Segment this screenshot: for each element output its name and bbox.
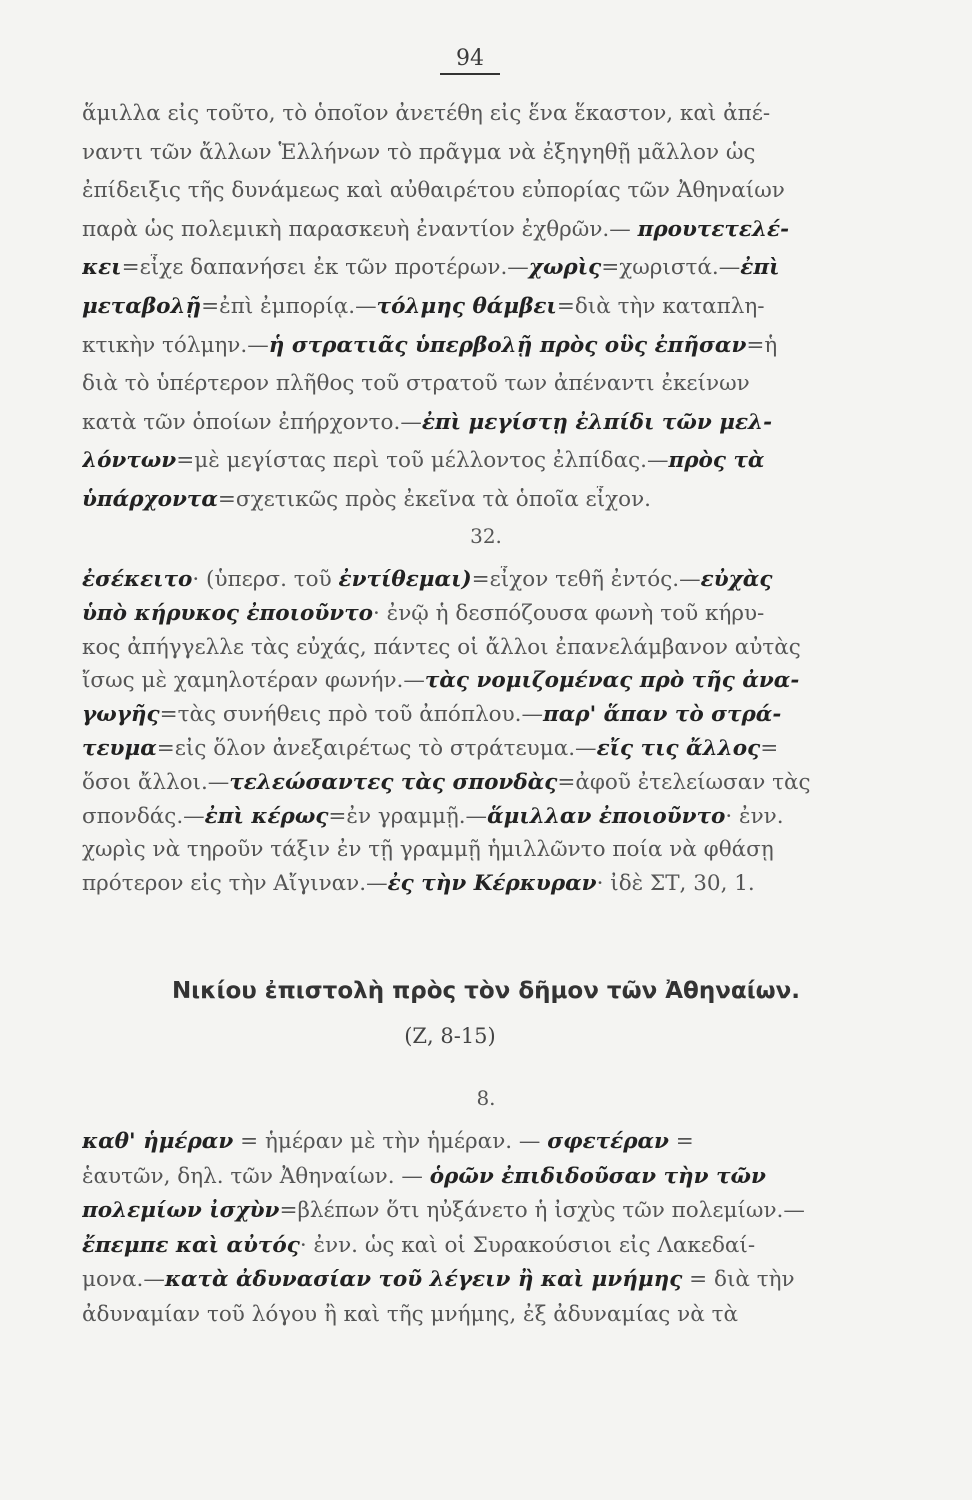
- gloss: = διὰ τὴν: [682, 1267, 795, 1292]
- lemma: κατὰ ἀδυνασίαν τοῦ λέγειν ἢ καὶ μνήμης: [164, 1267, 683, 1292]
- lemma: πολεμίων ἰσχὺν: [82, 1198, 280, 1223]
- lemma: τὰς νομιζομένας πρὸ τῆς ἀνα-: [424, 668, 800, 694]
- gloss: =: [668, 1129, 694, 1154]
- gloss: διὰ τὸ ὑπέρτερον πλῆθος τοῦ στρατοῦ των ἀπέναντι ἐκείνων: [82, 371, 750, 397]
- gloss: κος ἀπήγγελλε τὰς εὐχάς, πάντες οἱ ἄλλοι ἐπανελάμβανον αὐτὰς: [82, 634, 801, 660]
- gloss: · ἐνν. ὡς καὶ οἱ Συρακούσιοι εἰς Λακεδαί-: [299, 1232, 756, 1258]
- gloss: ἑαυτῶν, δηλ. τῶν Ἀθηναίων. —: [82, 1163, 430, 1189]
- text-line: [82, 1266, 842, 1294]
- gloss: ἀδυναμίαν τοῦ λόγου ἢ καὶ τῆς μνήμης, ἐξ ἀδυναμίας νὰ τὰ: [82, 1301, 739, 1327]
- lemma: ἐπὶ: [740, 255, 780, 281]
- lemma: παρ' ἅπαν τὸ στρά-: [542, 702, 782, 728]
- text-line: [82, 667, 842, 695]
- text-line: [82, 803, 842, 831]
- text-line: [82, 447, 842, 475]
- lemma: καθ' ἡμέραν: [82, 1129, 234, 1154]
- gloss: ἐπίδειξις τῆς δυνάμεως καὶ αὐθαιρέτου εὐπορίας τῶν Ἀθηναίων: [82, 178, 785, 204]
- lemma: ἐς τὴν Κέρκυραν: [387, 871, 597, 897]
- lemma: ἡ στρατιᾶς ὑπερβολῇ πρὸς οὓς ἐπῆσαν: [268, 332, 747, 358]
- gloss: · ἐνῷ ἡ δεσπόζουσα φωνὴ τοῦ κήρυ-: [373, 600, 765, 626]
- lemma: ἐπὶ κέρως: [204, 803, 329, 829]
- gloss: =τὰς συνήθεις πρὸ τοῦ ἀπόπλου.—: [159, 702, 543, 728]
- lemma: ὑπὸ κήρυκος ἐποιοῦντο: [82, 600, 374, 626]
- gloss: =ἡ: [746, 332, 778, 358]
- lemma: προυτετελέ-: [637, 216, 790, 242]
- lemma: ὁρῶν ἐπιδιδοῦσαν τὴν τῶν: [429, 1163, 766, 1189]
- text-line: [82, 735, 842, 763]
- gloss: σπονδάς.—: [82, 803, 205, 829]
- lemma: τευμα: [82, 736, 157, 761]
- gloss: =ἐν γραμμῇ.—: [328, 803, 488, 829]
- text-line: [82, 566, 842, 594]
- chapter-heading: Νικίου ἐπιστολὴ πρὸς τὸν δῆμον τῶν Ἀθηναίων.: [171, 978, 801, 1004]
- text-line: [82, 1197, 842, 1225]
- lemma: εἴς τις ἄλλος: [596, 736, 761, 761]
- text-line: [82, 486, 842, 514]
- lemma: ἐσέκειτο: [82, 567, 193, 592]
- gloss: · (ὑπερσ. τοῦ: [192, 567, 339, 592]
- section-number-32: 32.: [470, 524, 502, 548]
- lemma: μεταβολῇ: [82, 294, 202, 319]
- lemma: σφετέραν: [547, 1129, 669, 1154]
- lemma: εὐχὰς: [700, 567, 773, 592]
- lemma: πρὸς τὰ: [668, 448, 765, 474]
- text-line: [82, 293, 842, 321]
- lemma: κει: [82, 255, 122, 281]
- text-line: [82, 139, 842, 167]
- section-number-8: 8.: [476, 1086, 496, 1110]
- gloss: =: [760, 736, 779, 761]
- text-line: [82, 409, 842, 437]
- text-line: [82, 600, 842, 628]
- gloss: =εἶχε δαπανήσει ἐκ τῶν προτέρων.—: [121, 255, 529, 281]
- gloss: χωρὶς νὰ τηροῦν τάξιν ἐν τῇ γραμμῇ ἡμιλλῶντο ποία νὰ φθάσῃ: [82, 837, 774, 863]
- text-line: [82, 836, 842, 864]
- gloss: κατὰ τῶν ὁποίων ἐπήρχοντο.—: [82, 409, 422, 435]
- gloss: =μὲ μεγίστας περὶ τοῦ μέλλοντος ἐλπίδας.—: [176, 448, 669, 474]
- gloss: =ἀφοῦ ἐτελείωσαν τὰς: [557, 769, 811, 795]
- gloss: =χωριστά.—: [601, 255, 741, 281]
- text-line: [82, 100, 842, 128]
- gloss: πρότερον εἰς τὴν Αἴγιναν.—: [82, 871, 388, 897]
- lemma: ὑπάρχοντα: [82, 487, 218, 512]
- page-number: 94: [440, 46, 500, 75]
- gloss: =εἶχον τεθῆ ἐντός.—: [471, 567, 701, 592]
- lemma: λόντων: [82, 448, 177, 474]
- gloss: =ἐπὶ ἐμπορίᾳ.—: [201, 294, 377, 319]
- text-line: [82, 1128, 842, 1156]
- gloss: παρὰ ὡς πολεμικὴ παρασκευὴ ἐναντίον ἐχθρῶν.—: [82, 216, 638, 242]
- gloss: =διὰ τὴν καταπλη-: [556, 294, 765, 319]
- text-line: [82, 1301, 842, 1329]
- lemma: ἔπεμπε καὶ αὐτός: [82, 1232, 300, 1258]
- text-line: [82, 1163, 842, 1191]
- gloss: =βλέπων ὅτι ηὐξάνετο ἡ ἰσχὺς τῶν πολεμίων.—: [279, 1198, 805, 1223]
- text-line: [82, 634, 842, 662]
- gloss: μονα.—: [82, 1267, 165, 1292]
- gloss: · ἐνν.: [725, 803, 784, 829]
- lemma: χωρὶς: [528, 255, 602, 281]
- gloss: ἴσως μὲ χαμηλοτέραν φωνήν.—: [82, 668, 425, 694]
- gloss: = ἡμέραν μὲ τὴν ἡμέραν. —: [233, 1129, 548, 1154]
- gloss: κτικὴν τόλμην.—: [82, 332, 269, 358]
- text-line: [82, 254, 842, 282]
- chapter-reference: (Ζ, 8-15): [404, 1024, 496, 1048]
- text-line: [82, 701, 842, 729]
- text-line: [82, 177, 842, 205]
- lemma: τελεώσαντες τὰς σπονδὰς: [229, 769, 558, 795]
- gloss: · ἰδὲ ΣΤ, 30, 1.: [596, 871, 755, 897]
- lemma: γωγῆς: [82, 702, 160, 728]
- gloss: ναντι τῶν ἄλλων Ἑλλήνων τὸ πρᾶγμα νὰ ἐξηγηθῇ μᾶλλον ὡς: [82, 139, 756, 165]
- text-line: [82, 1232, 842, 1260]
- text-line: [82, 769, 842, 797]
- text-line: [82, 370, 842, 398]
- gloss: =εἰς ὅλον ἀνεξαιρέτως τὸ στράτευμα.—: [156, 736, 597, 761]
- gloss: =σχετικῶς πρὸς ἐκεῖνα τὰ ὁποῖα εἶχον.: [217, 487, 651, 512]
- lemma: ἅμιλλαν ἐποιοῦντο: [487, 803, 726, 829]
- text-line: [82, 332, 842, 360]
- lemma: ἐντίθεμαι): [338, 567, 472, 592]
- gloss: ὅσοι ἄλλοι.—: [82, 769, 230, 795]
- lemma: ἐπὶ μεγίστῃ ἐλπίδι τῶν μελ-: [421, 409, 773, 435]
- gloss: ἅμιλλα εἰς τοῦτο, τὸ ὁποῖον ἀνετέθη εἰς ἕνα ἕκαστον, καὶ ἀπέ-: [82, 101, 771, 126]
- text-line: [82, 216, 842, 244]
- lemma: τόλμης θάμβει: [376, 294, 557, 319]
- text-line: [82, 870, 842, 898]
